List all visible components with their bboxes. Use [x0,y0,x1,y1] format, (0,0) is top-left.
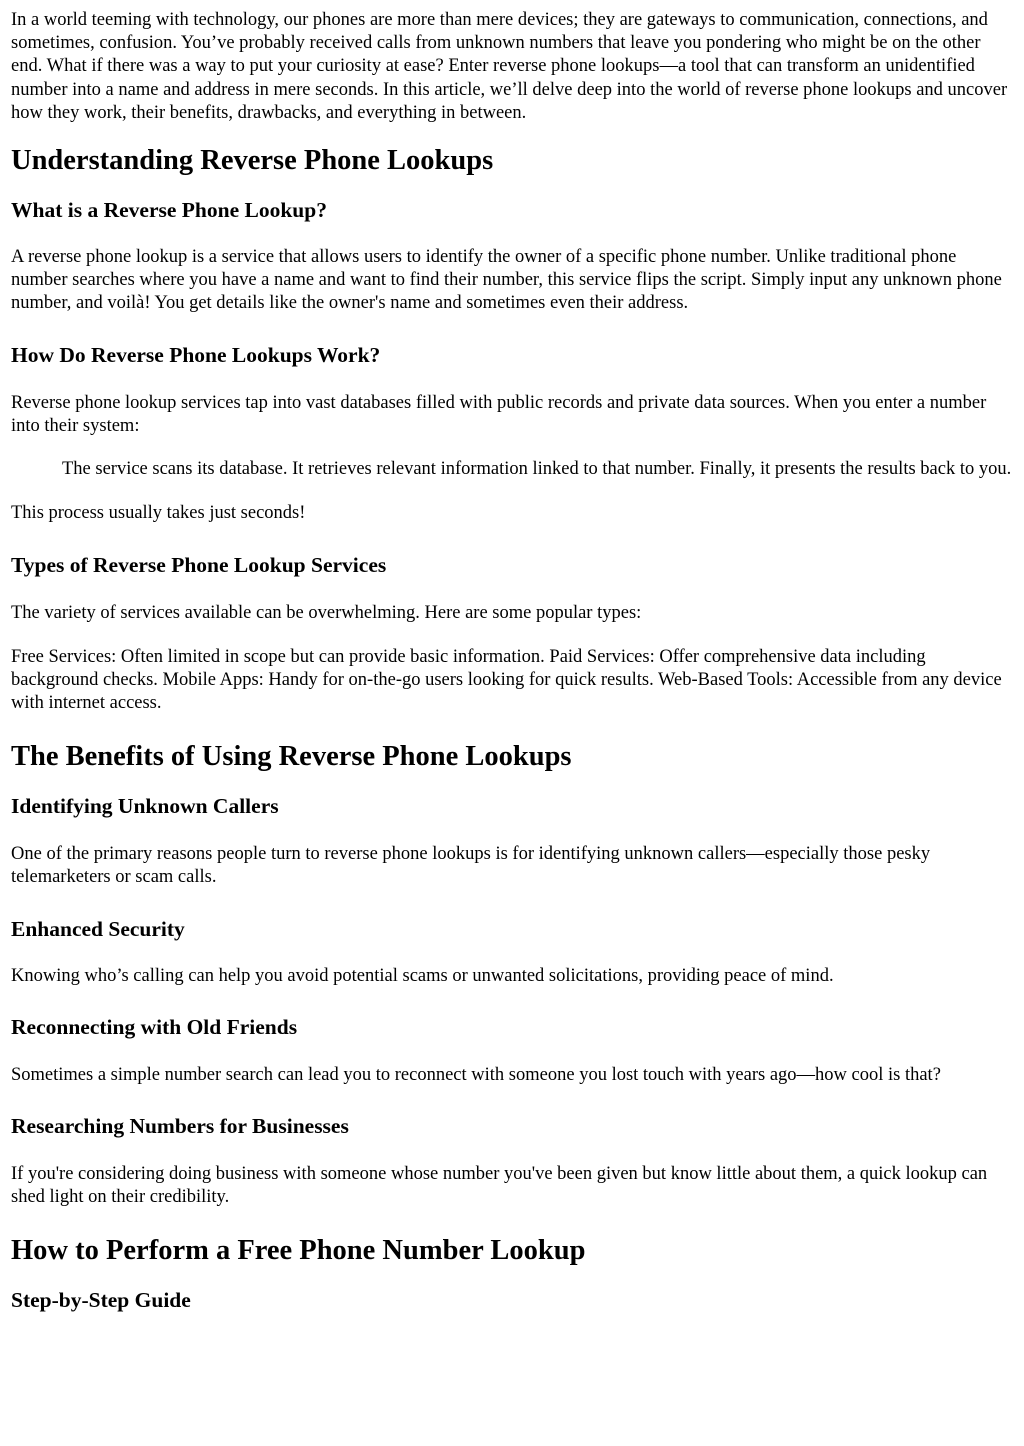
paragraph-security: Knowing who’s calling can help you avoid potential scams or unwanted solicitations, providing peace of mind. [11,965,834,986]
paragraph-types-list: Free Services: Often limited in scope but can provide basic information. Paid Services: Offer comprehensive data including background checks. Mobile Apps: Handy for on-the-go users looking for quick results. Web-Based Tools: Accessible from any device with internet access. [11,646,1002,714]
heading-step-by-step: Step-by-Step Guide [11,1288,191,1313]
paragraph-researching: If you're considering doing business with someone whose number you've been given but know little about them, a quick lookup can shed light on their credibility. [11,1164,988,1208]
heading-how-work: How Do Reverse Phone Lookups Work? [11,342,381,367]
heading-types: Types of Reverse Phone Lookup Services [11,553,387,578]
heading-free-lookup: How to Perform a Free Phone Number Lookup [11,1235,586,1267]
paragraph-types-intro: The variety of services available can be overwhelming. Here are some popular types: [11,603,642,624]
heading-security: Enhanced Security [11,916,185,941]
paragraph-process-time: This process usually takes just seconds! [11,503,306,524]
heading-identifying: Identifying Unknown Callers [11,794,279,819]
heading-what-is: What is a Reverse Phone Lookup? [11,198,327,223]
heading-researching: Researching Numbers for Businesses [11,1114,349,1139]
paragraph-identifying: One of the primary reasons people turn to reverse phone lookups is for identifying unknown callers—especially those pesky telemarketers or scam calls. [11,844,931,888]
process-steps-quote: The service scans its database. It retrieves relevant information linked to that number. Finally, it presents the results back to you. [62,459,1012,480]
intro-paragraph: In a world teeming with technology, our phones are more than mere devices; they are gateways to communication, connections, and sometimes, confusion. You’ve probably received calls from unknown numbers that leave you pondering who might be on the other end. What if there was a way to put your curiosity at ease? Enter reverse phone lookups—a tool that can transform an unidentified number into a name and address in mere seconds. In this article, we’ll delve deep into the world of reverse phone lookups and uncover how they work, their benefits, drawbacks, and everything in between. [11,10,1008,123]
heading-reconnecting: Reconnecting with Old Friends [11,1014,298,1039]
paragraph-reconnecting: Sometimes a simple number search can lead you to reconnect with someone you lost touch with years ago—how cool is that? [11,1064,941,1085]
heading-understanding: Understanding Reverse Phone Lookups [11,145,494,177]
paragraph-what-is: A reverse phone lookup is a service that allows users to identify the owner of a specific phone number. Unlike traditional phone number searches where you have a name and want to find their number, this service flips the script. Simply input any unknown phone number, and voilà! You get details like the owner's name and sometimes even their address. [11,247,1002,314]
paragraph-how-work: Reverse phone lookup services tap into vast databases filled with public records and private data sources. When you enter a number into their system: [11,392,987,436]
heading-benefits: The Benefits of Using Reverse Phone Lookups [11,741,572,773]
